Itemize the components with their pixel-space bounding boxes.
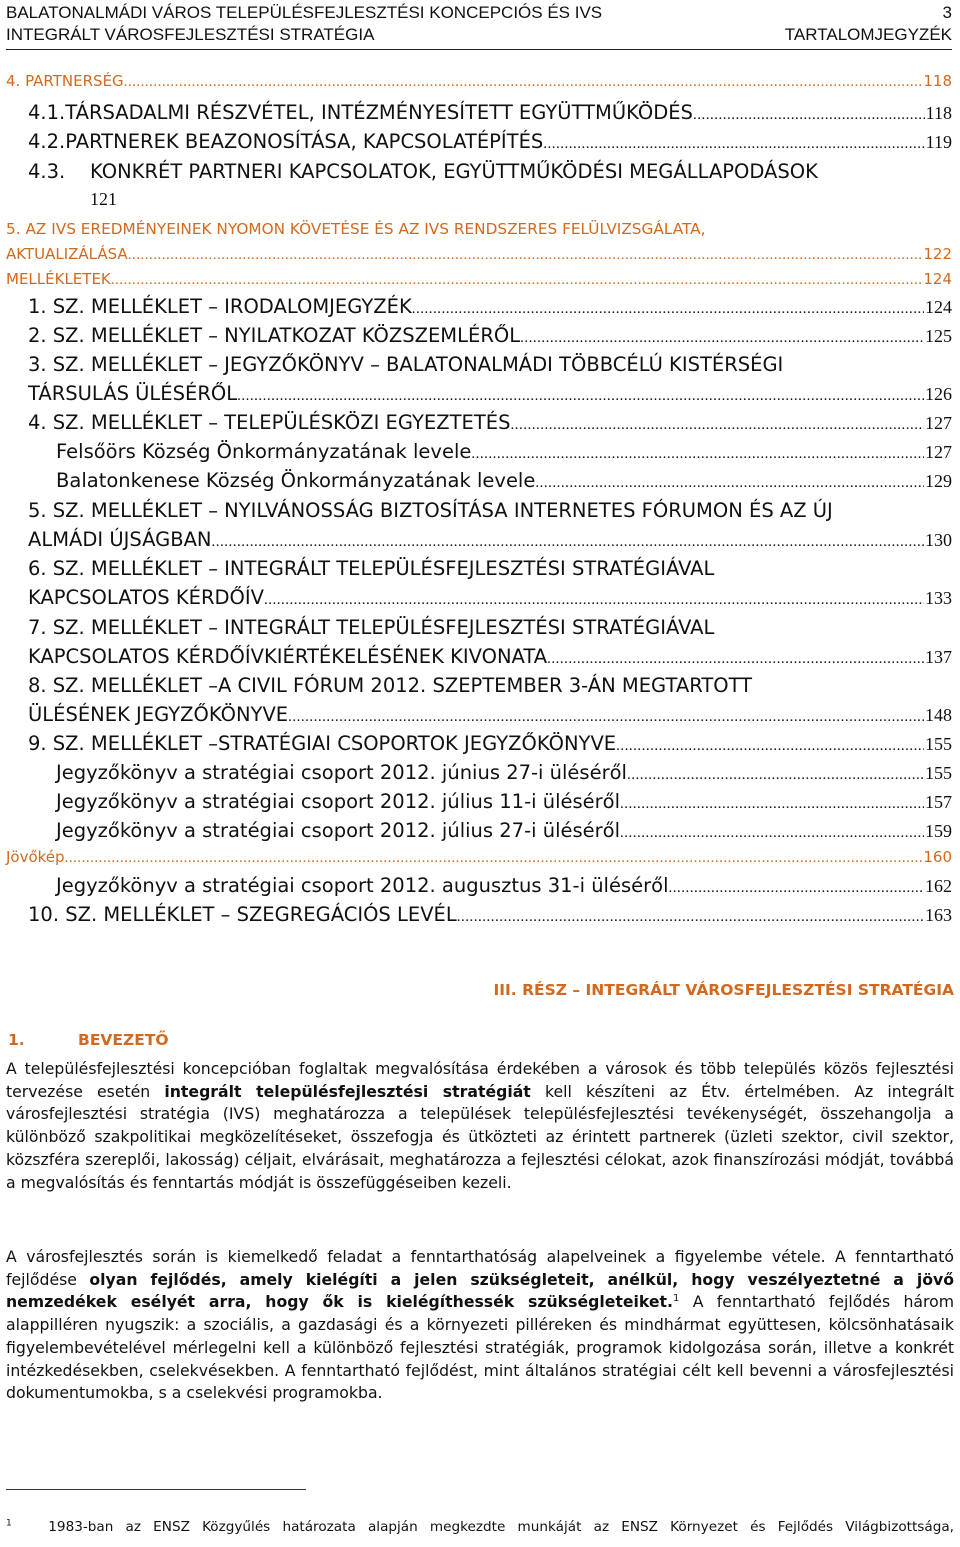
toc-entry[interactable]: 4. SZ. MELLÉKLET – TELEPÜLÉSKÖZI EGYEZTETÉS ..... 127 <box>28 411 952 439</box>
toc-page: 157 <box>925 792 952 812</box>
toc-entry[interactable]: Jegyzőkönyv a stratégiai csoport 2012. július 27-i üléséről ..... 159 <box>56 819 952 847</box>
toc-page: 122 <box>923 245 952 263</box>
toc-entry[interactable]: Jegyzőkönyv a stratégiai csoport 2012. augusztus 31-i üléséről ..... 162 <box>56 874 952 902</box>
toc-entry[interactable]: Balatonkenese Község Önkormányzatának levele ..... 129 <box>56 469 952 497</box>
toc-page: 127 <box>925 413 952 433</box>
toc-page: 155 <box>925 734 952 754</box>
toc-entry[interactable]: 4. PARTNERSÉG ..... 118 <box>6 72 952 100</box>
toc-entry[interactable]: 8. SZ. MELLÉKLET –A CIVIL FÓRUM 2012. SZEPTEMBER 3-ÁN MEGTARTOTT <box>28 674 753 697</box>
toc-page: 162 <box>925 876 952 896</box>
toc-entry[interactable]: 4.1. TÁRSADALMI RÉSZVÉTEL, INTÉZMÉNYESÍTETT EGYÜTTMŰKÖDÉS ..... 118 <box>28 101 952 129</box>
footnote-text: 1983-ban az ENSZ Közgyűlés határozata alapján megkezdte munkáját az ENSZ Környezet és Fejlődés Világbizottsága, <box>48 1519 954 1535</box>
header-section-name: TARTALOMJEGYZÉK <box>784 25 952 44</box>
toc-entry-cont[interactable]: AKTUALIZÁLÁSA ..... 122 <box>6 245 952 273</box>
toc-entry-cont[interactable]: TÁRSULÁS ÜLÉSÉRŐL ..... 126 <box>28 382 952 410</box>
toc-page: 118 <box>925 103 952 123</box>
running-header-line1 <box>6 3 952 23</box>
toc-entry-cont[interactable]: ÜLÉSÉNEK JEGYZŐKÖNYVE ..... 148 <box>28 703 952 731</box>
footnote-mark: 1 <box>6 1518 12 1529</box>
section-title: BEVEZETŐ <box>78 1031 169 1049</box>
toc-page: 160 <box>923 848 952 866</box>
toc-entry-cont[interactable]: KAPCSOLATOS KÉRDŐÍVKIÉRTÉKELÉSÉNEK KIVONATA ..... 137 <box>28 645 952 673</box>
toc-page: 125 <box>925 326 952 346</box>
document-title: BALATONALMÁDI VÁROS TELEPÜLÉSFEJLESZTÉSI KONCEPCIÓS ÉS IVS <box>6 3 603 22</box>
body-paragraph: A településfejlesztési koncepcióban foglaltak megvalósítása érdekében a városok és több település közös fejlesztési tervezése esetén integrált településfejlesztési stratégiát kell készíteni az Étv. értelmében. Az integrált városfejlesztési stratégia (IVS) meghatározza a települések településfejlesztési tevékenységét, összehangolja a különböző szakpolitikai megközelítéseket, összefogja és ütközteti az érintett partnerek (üzleti szektor, civil szektor, közszféra szereplői, lakosság) céljait, elvárásait, meghatározza a fejlesztési célokat, azok finanszírozási módját, továbbá a megvalósítás és fenntartás módját is összefüggéseiben kezeli. <box>6 1059 954 1192</box>
body-paragraph: A városfejlesztés során is kiemelkedő feladat a fenntarthatóság alapelveinek a figyelembe vétele. A fenntartható fejlődése olyan fejlődés, amely kielégíti a jelen szükségleteit, anélkül, hogy veszélyeztetné a jövő nemzedékek esélyét arra, hogy ők is kielégíthessék szükségleteiket.$^1$ A fenntartható fejlődés három alappilléren nyugszik: a szociális, a gazdasági és a környezeti pilléreken és mindhármat együttesen, kölcsönhatásaik figyelembevételével mérlegelni kell a különböző fejlesztési stratégiák, programok kidolgozása során, illetve a konkrét intézkedésekben, cselekvésekben. A fenntartható fejlődést, mint általános stratégiai célt kell bevenni a városfejlesztési dokumentumokba, s a cselekvési programokba. <box>6 1247 954 1403</box>
toc-entry[interactable]: 2. SZ. MELLÉKLET – NYILATKOZAT KÖZSZEMLÉRŐL ..... 125 <box>28 324 952 352</box>
toc-entry[interactable]: 3. SZ. MELLÉKLET – JEGYZŐKÖNYV – BALATONALMÁDI TÖBBCÉLÚ KISTÉRSÉGI <box>28 353 784 376</box>
header-divider <box>6 49 952 50</box>
toc-entry[interactable]: 5. SZ. MELLÉKLET – NYILVÁNOSSÁG BIZTOSÍTÁSA INTERNETES FÓRUMON ÉS AZ ÚJ <box>28 499 833 522</box>
section-number: 1. <box>8 1031 25 1049</box>
page-number: 3 <box>942 3 952 22</box>
document-subtitle: INTEGRÁLT VÁROSFEJLESZTÉSI STRATÉGIA <box>6 25 375 44</box>
toc-entry-cont[interactable]: ALMÁDI ÚJSÁGBAN ..... 130 <box>28 528 952 556</box>
footnote-divider <box>6 1489 306 1490</box>
toc-page: 124 <box>923 270 952 288</box>
toc-page: 124 <box>925 297 952 317</box>
toc-entry[interactable]: 5. AZ IVS EREDMÉNYEINEK NYOMON KÖVETÉSE ÉS AZ IVS RENDSZERES FELÜLVIZSGÁLATA, <box>6 220 706 238</box>
toc-page: 137 <box>925 647 952 667</box>
toc-entry[interactable]: 7. SZ. MELLÉKLET – INTEGRÁLT TELEPÜLÉSFEJLESZTÉSI STRATÉGIÁVAL <box>28 616 715 639</box>
toc-entry[interactable]: 6. SZ. MELLÉKLET – INTEGRÁLT TELEPÜLÉSFEJLESZTÉSI STRATÉGIÁVAL <box>28 557 715 580</box>
toc-page: 119 <box>925 132 952 152</box>
toc-entry[interactable]: 1. SZ. MELLÉKLET – IRODALOMJEGYZÉK ..... 124 <box>28 295 952 323</box>
toc-entry[interactable]: Jövőkép ..... 160 <box>6 848 952 876</box>
toc-page: 159 <box>925 821 952 841</box>
toc-entry-cont[interactable]: KAPCSOLATOS KÉRDŐÍV ..... 133 <box>28 586 952 614</box>
emphasis: olyan fejlődés, amely kielégíti a jelen szükségleteit, anélkül, hogy veszélyeztetné a jövő nemzedékek esélyét arra, hogy ők is kielégíthessék szükségleteiket. <box>6 1269 954 1312</box>
toc-entry[interactable]: Jegyzőkönyv a stratégiai csoport 2012. június 27-i üléséről ..... 155 <box>56 761 952 789</box>
toc-entry[interactable]: 9. SZ. MELLÉKLET –STRATÉGIAI CSOPORTOK JEGYZŐKÖNYVE ..... 155 <box>28 732 952 760</box>
toc-entry[interactable]: Felsőörs Község Önkormányzatának levele ..... 127 <box>56 440 952 468</box>
part-title: III. RÉSZ – INTEGRÁLT VÁROSFEJLESZTÉSI STRATÉGIA <box>493 981 954 999</box>
toc-page: 130 <box>925 530 952 550</box>
toc-page: 163 <box>925 905 952 925</box>
toc-entry[interactable]: Jegyzőkönyv a stratégiai csoport 2012. július 11-i üléséről ..... 157 <box>56 790 952 818</box>
toc-page: 129 <box>925 471 952 491</box>
running-header-line2 <box>6 25 952 45</box>
footnote-reference[interactable]: 1 <box>672 1293 680 1305</box>
toc-page: 121 <box>90 189 117 209</box>
toc-page: 133 <box>925 588 952 608</box>
emphasis: integrált településfejlesztési stratégiát <box>164 1081 531 1101</box>
footnote <box>6 1519 954 1535</box>
toc-page: 155 <box>925 763 952 783</box>
toc-entry[interactable]: MELLÉKLETEK ..... 124 <box>6 270 952 298</box>
toc-entry[interactable]: 4.2. PARTNEREK BEAZONOSÍTÁSA, KAPCSOLATÉPÍTÉS ..... 119 <box>28 130 952 158</box>
toc-entry[interactable]: 4.3. KONKRÉT PARTNERI KAPCSOLATOK, EGYÜTTMŰKÖDÉSI MEGÁLLAPODÁSOK <box>28 160 818 183</box>
toc-page: 148 <box>925 705 952 725</box>
toc-page: 127 <box>925 442 952 462</box>
toc-entry[interactable]: 10. SZ. MELLÉKLET – SZEGREGÁCIÓS LEVÉL ..... 163 <box>28 903 952 931</box>
toc-page: 126 <box>925 384 952 404</box>
toc-page: 118 <box>923 72 952 90</box>
section-heading <box>8 1031 169 1049</box>
